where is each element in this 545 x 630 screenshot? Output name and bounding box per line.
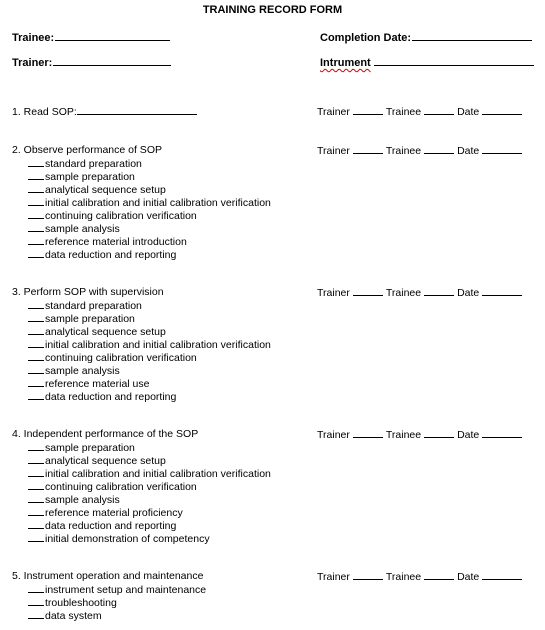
checklist-item[interactable]: reference material use <box>28 377 149 391</box>
checklist-item[interactable]: data system <box>28 609 102 623</box>
checklist-item[interactable]: analytical sequence setup <box>28 454 166 468</box>
checklist-item[interactable]: data reduction and reporting <box>28 248 176 262</box>
completion-date-label: Completion Date: <box>320 32 412 44</box>
section-4-signoff: Trainer Trainee Date <box>317 428 525 442</box>
check-blank[interactable] <box>28 351 44 361</box>
checklist-item[interactable]: data reduction and reporting <box>28 519 176 533</box>
date-sign-blank[interactable] <box>482 144 522 154</box>
checklist-item[interactable]: initial demonstration of competency <box>28 532 210 546</box>
checklist-item[interactable]: troubleshooting <box>28 596 117 610</box>
check-blank[interactable] <box>28 390 44 400</box>
check-blank[interactable] <box>28 183 44 193</box>
check-blank[interactable] <box>28 596 44 606</box>
check-blank[interactable] <box>28 609 44 619</box>
check-blank[interactable] <box>28 299 44 309</box>
instrument-blank[interactable] <box>374 55 534 66</box>
checklist-item[interactable]: sample preparation <box>28 441 135 455</box>
check-blank[interactable] <box>28 532 44 542</box>
check-blank[interactable] <box>28 519 44 529</box>
checklist-item[interactable]: sample analysis <box>28 493 120 507</box>
checklist-item[interactable]: analytical sequence setup <box>28 183 166 197</box>
read-sop-blank[interactable] <box>77 105 197 115</box>
check-blank[interactable] <box>28 467 44 477</box>
check-blank[interactable] <box>28 454 44 464</box>
checklist-item[interactable]: sample analysis <box>28 364 120 378</box>
section-2-title: 2. Observe performance of SOP <box>12 144 162 156</box>
checklist-item[interactable]: standard preparation <box>28 157 142 171</box>
check-blank[interactable] <box>28 377 44 387</box>
checklist-item[interactable]: standard preparation <box>28 299 142 313</box>
trainer-sign-blank[interactable] <box>353 570 383 580</box>
section-5-title: 5. Instrument operation and maintenance <box>12 570 204 582</box>
checklist-item[interactable]: continuing calibration verification <box>28 480 197 494</box>
date-sign-blank[interactable] <box>482 570 522 580</box>
checklist-item[interactable]: analytical sequence setup <box>28 325 166 339</box>
trainer-sign-blank[interactable] <box>353 144 383 154</box>
check-blank[interactable] <box>28 235 44 245</box>
section-1-signoff: Trainer Trainee Date <box>317 105 525 119</box>
trainee-sign-blank[interactable] <box>424 105 454 115</box>
checklist-item[interactable]: continuing calibration verification <box>28 351 197 365</box>
section-2-signoff: Trainer Trainee Date <box>317 144 525 158</box>
checklist-item[interactable]: reference material proficiency <box>28 506 183 520</box>
section-1-title: 1. Read SOP: <box>12 105 197 119</box>
trainee-sign-blank[interactable] <box>424 428 454 438</box>
checklist-item[interactable]: instrument setup and maintenance <box>28 583 206 597</box>
completion-date-field[interactable] <box>320 30 532 45</box>
check-blank[interactable] <box>28 196 44 206</box>
check-blank[interactable] <box>28 583 44 593</box>
section-4-title: 4. Independent performance of the SOP <box>12 428 199 440</box>
section-3-title: 3. Perform SOP with supervision <box>12 286 164 298</box>
trainer-sign-blank[interactable] <box>353 428 383 438</box>
trainee-blank[interactable] <box>55 30 170 41</box>
date-sign-blank[interactable] <box>482 105 522 115</box>
trainee-field[interactable] <box>12 30 170 45</box>
trainee-sign-blank[interactable] <box>424 144 454 154</box>
check-blank[interactable] <box>28 222 44 232</box>
instrument-label: Intrument <box>320 57 371 69</box>
check-blank[interactable] <box>28 506 44 516</box>
check-blank[interactable] <box>28 248 44 258</box>
checklist-item[interactable]: initial calibration and initial calibration verification <box>28 467 271 481</box>
checklist-item[interactable]: reference material introduction <box>28 235 187 249</box>
check-blank[interactable] <box>28 209 44 219</box>
section-3-signoff: Trainer Trainee Date <box>317 286 525 300</box>
checklist-item[interactable]: initial calibration and initial calibration verification <box>28 196 271 210</box>
check-blank[interactable] <box>28 493 44 503</box>
section-5-signoff: Trainer Trainee Date <box>317 570 525 584</box>
checklist-item[interactable]: initial calibration and initial calibration verification <box>28 338 271 352</box>
check-blank[interactable] <box>28 312 44 322</box>
trainer-field[interactable] <box>12 55 171 70</box>
completion-date-blank[interactable] <box>412 30 532 41</box>
trainee-sign-blank[interactable] <box>424 286 454 296</box>
check-blank[interactable] <box>28 325 44 335</box>
check-blank[interactable] <box>28 441 44 451</box>
checklist-item[interactable]: continuing calibration verification <box>28 209 197 223</box>
trainee-sign-blank[interactable] <box>424 570 454 580</box>
trainer-sign-blank[interactable] <box>353 286 383 296</box>
check-blank[interactable] <box>28 480 44 490</box>
check-blank[interactable] <box>28 338 44 348</box>
check-blank[interactable] <box>28 157 44 167</box>
trainer-label: Trainer: <box>12 57 53 69</box>
check-blank[interactable] <box>28 364 44 374</box>
check-blank[interactable] <box>28 170 44 180</box>
date-sign-blank[interactable] <box>482 428 522 438</box>
form-title: TRAINING RECORD FORM <box>202 4 343 16</box>
checklist-item[interactable]: sample preparation <box>28 312 135 326</box>
trainer-sign-blank[interactable] <box>353 105 383 115</box>
checklist-item[interactable]: sample preparation <box>28 170 135 184</box>
checklist-item[interactable]: data reduction and reporting <box>28 390 176 404</box>
date-sign-blank[interactable] <box>482 286 522 296</box>
trainer-blank[interactable] <box>53 55 171 66</box>
checklist-item[interactable]: sample analysis <box>28 222 120 236</box>
instrument-field[interactable] <box>320 55 534 70</box>
trainee-label: Trainee: <box>12 32 55 44</box>
